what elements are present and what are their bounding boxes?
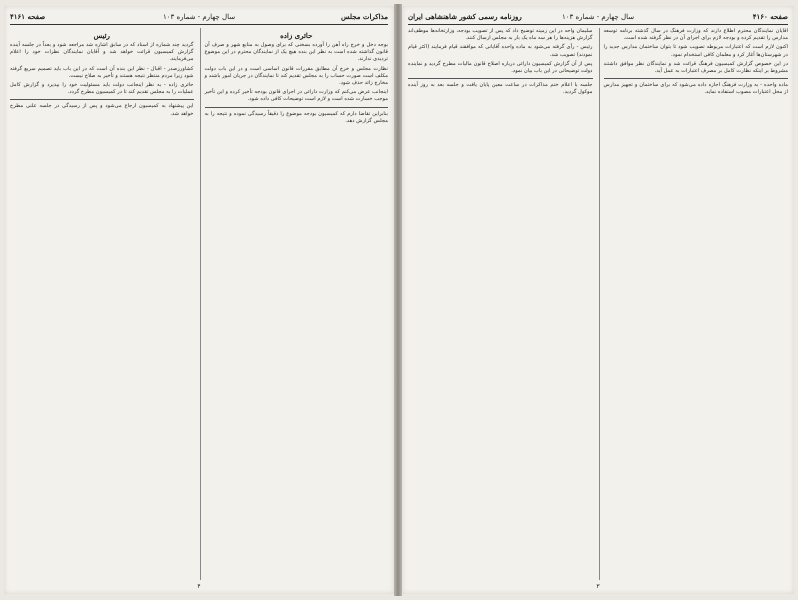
right-page-header — [408, 10, 788, 25]
left-page — [4, 6, 394, 594]
divider — [205, 107, 389, 108]
right-col1-paragraph: در این خصوص گزارش کمیسیون فرهنگ قرائت شد و نمایندگان نظر موافق داشتند مشروط بر اینکه نظارت کامل بر مصرف اعتبارات به عمل آید. — [603, 60, 788, 75]
right-column-2 — [408, 28, 593, 580]
right-col2-paragraph: سلیمان واحه در این زمینه توضیح داد که پس از تصویب بودجه، وزارتخانه‌ها موظف‌اند گزارش هزینه‌ها را هر سه ماه یک بار به مجلس ارسال کنند. — [408, 28, 593, 42]
left-col1-heading: حائری زاده — [280, 31, 313, 40]
right-col2-paragraph: جلسه با اعلام ختم مذاکرات در ساعت معین پایان یافت و جلسه بعد به روز آینده موکول گردید. — [408, 82, 593, 96]
right-header-issue: سال چهارم - شماره ۱۰۳ — [561, 13, 635, 21]
page-gutter — [394, 4, 402, 596]
left-header-title: مذاکرات مجلس — [340, 12, 388, 21]
right-header-page-number: صفحه ۴۱۶۰ — [752, 12, 788, 21]
left-page-columns — [10, 28, 388, 580]
left-col1-paragraph: اینجانب عرض می‌کنم که وزارت دارائی در اجرای قانون بودجه تأخیر کرده و این تأخیر موجب خسارت شده است و لازم است توضیحات کافی داده شود. — [204, 89, 388, 103]
right-col2-paragraph: رئیس - رأی گرفته می‌شود به ماده واحده آقایانی که موافقند قیام فرمایند (اکثر قیام نمودند) تصویب شد. — [408, 44, 593, 58]
right-col2-paragraph: پس از آن گزارش کمیسیون دارائی درباره اصلاح قانون مالیات مطرح گردید و نماینده دولت توضیحاتی در این باب بیان نمود. — [408, 60, 593, 75]
left-header-page-number: صفحه ۴۱۶۱ — [10, 12, 46, 21]
right-page-footer: ۳ — [596, 583, 600, 590]
left-column-2 — [10, 28, 194, 580]
right-column-1 — [599, 28, 789, 580]
left-col2-paragraph: حائری زاده - به نظر اینجانب دولت باید مسئولیت خود را بپذیرد و گزارش کامل عملیات را به مجلس تقدیم کند تا در کمیسیون مطرح گردد. — [10, 82, 194, 96]
left-page-footer: ۴ — [197, 583, 201, 590]
left-col2-heading: رئیس — [93, 31, 110, 40]
divider — [10, 99, 194, 100]
divider — [604, 78, 789, 79]
left-col1-paragraph: بنابراین تقاضا دارم که کمیسیون بودجه موضوع را دقیقاً رسیدگی نموده و نتیجه را به مجلس گزارش دهد. — [204, 110, 388, 124]
divider — [408, 78, 593, 79]
right-page — [402, 6, 794, 594]
left-page-header — [10, 10, 388, 25]
right-header-title: روزنامه رسمی کشور شاهنشاهی ایران — [408, 12, 522, 21]
left-col2-paragraph: گردید چند شماره از اسناد که در سابق اشاره شد مراجعه شود و بعداً در جلسه آینده گزارش کمیسیون قرائت خواهد شد و آقایان نمایندگان نظرات خود را اعلام می‌فرمایند. — [10, 42, 194, 63]
right-col1-paragraph: آقایان نمایندگان محترم اطلاع دارند که وزارت فرهنگ در سال گذشته برنامه توسعه مدارس را تقدیم کرده و بودجه لازم برای اجرای آن در نظر گرفته شده است. — [603, 28, 788, 42]
right-col1-paragraph: اکنون لازم است که اعتبارات مربوطه تصویب شود تا بتوان ساختمان مدارس جدید را در شهرستان‌ها آغاز کرد و معلمان کافی استخدام نمود. — [603, 44, 788, 58]
left-col2-paragraph: کشاورزصدر - اقبال - نظر این بنده آن است که در این باب باید تصمیم سریع گرفته شود زیرا مردم منتظر نتیجه هستند و تأخیر به صلاح نیست. — [10, 65, 194, 79]
left-header-issue: سال چهارم - شماره ۱۰۳ — [162, 13, 236, 21]
left-col1-paragraph: بوجه دخل و خرج راه آهن را آورده بسخنی که برای وصول به منابع شهر و صرف آن قانون گذاشته شده است به نظر این بنده هیچ یک از نمایندگان محترم در این موضوع تردیدی ندارند. — [204, 42, 388, 63]
left-col1-paragraph: نظارت مجلس و خرج آن مطابق مقررات قانون اساسی است و در این باب دولت مکلف است صورت حساب را به مجلس تقدیم کند تا نمایندگان در جریان امور باشند و مخارج زائد حذف شود. — [204, 65, 388, 87]
right-col1-paragraph: ماده واحده - به وزارت فرهنگ اجازه داده می‌شود که برای ساختمان و تجهیز مدارس از محل اعتبارات مصوب استفاده نماید. — [603, 82, 788, 96]
right-page-columns — [408, 28, 788, 580]
left-col2-paragraph: این پیشنهاد به کمیسیون ارجاع می‌شود و پس از رسیدگی در جلسه علنی مطرح خواهد شد. — [10, 103, 194, 117]
left-column-1 — [200, 28, 389, 580]
